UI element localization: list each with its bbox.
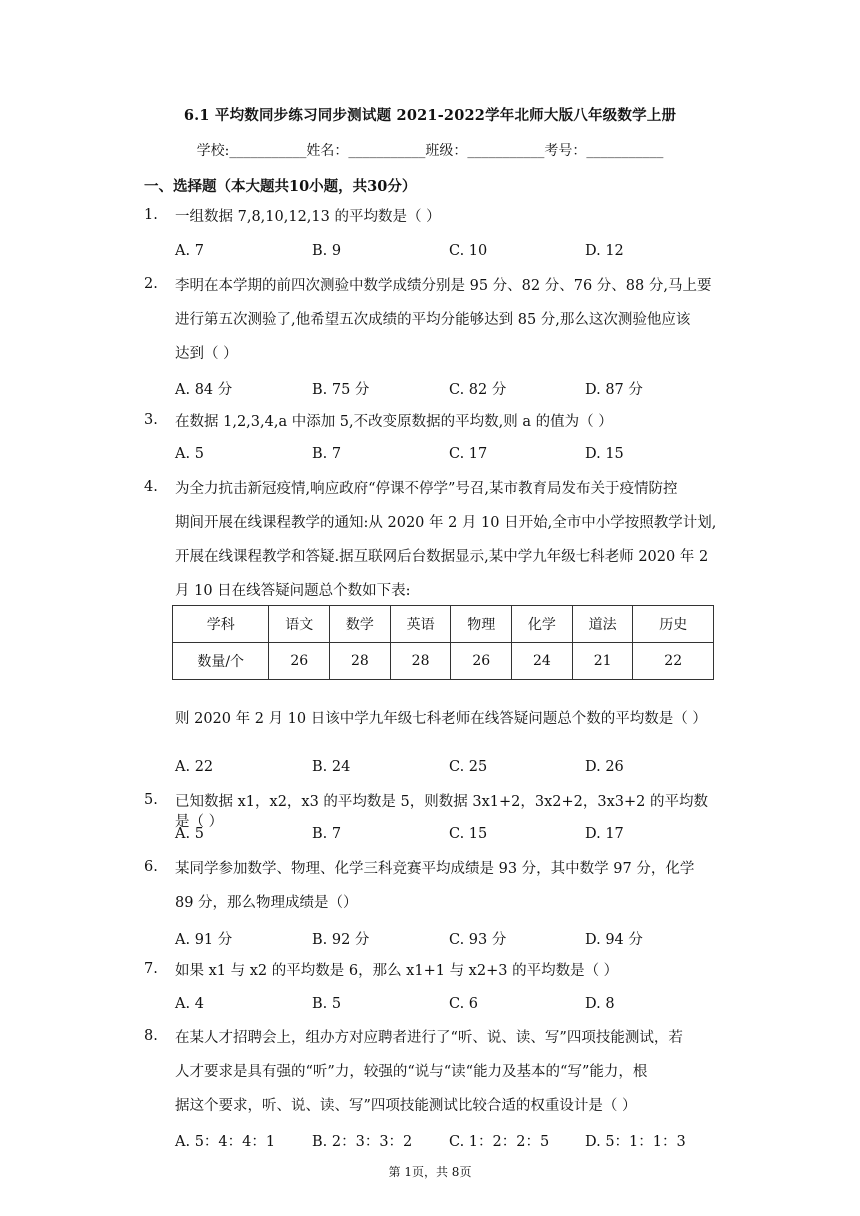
option-c: C. 93 分 <box>449 932 507 948</box>
page-title: 6.1 平均数同步练习同步测试题 2021-2022学年北师大版八年级数学上册 <box>183 107 677 124</box>
option-d: D. 87 分 <box>585 382 643 398</box>
question-7 <box>144 961 719 981</box>
answers-table <box>172 605 714 680</box>
option-d: D. 94 分 <box>585 932 643 948</box>
table-cell: 22 <box>633 643 714 680</box>
page-footer: 第 1页，共 8页 <box>388 1165 472 1179</box>
option-c: C. 10 <box>449 243 488 259</box>
table-cell: 数学 <box>330 606 391 643</box>
table-cell: 物理 <box>451 606 512 643</box>
question-line: 李明在本学期的前四次测验中数学成绩分别是 95 分、82 分、76 分、88 分,马上要 <box>175 278 712 294</box>
option-b: B. 9 <box>312 243 342 259</box>
section-heading: 一、选择题（本大题共10小题，共30分） <box>144 178 417 195</box>
question-number: 5. <box>144 792 158 808</box>
table-cell: 化学 <box>512 606 573 643</box>
question-line: 某同学参加数学、物理、化学三科竞赛平均成绩是 93 分，其中数学 97 分，化学 <box>175 861 695 877</box>
option-c: C. 82 分 <box>449 382 507 398</box>
question-number: 3. <box>144 412 158 428</box>
student-info-line: 学校:___________姓名：___________班级：___________考号：___________ <box>196 143 664 159</box>
option-a: A. 91 分 <box>175 932 233 948</box>
option-b: B. 2：3：3：2 <box>312 1134 413 1150</box>
table-cell: 21 <box>572 643 633 680</box>
table-cell: 语文 <box>269 606 330 643</box>
question-line: 进行第五次测验了,他希望五次成绩的平均分能够达到 85 分,那么这次测验他应该 <box>175 312 691 328</box>
option-c: C. 25 <box>449 759 488 775</box>
question-number: 2. <box>144 276 158 292</box>
question-line: 在某人才招聘会上，组办方对应聘者进行了“听、说、读、写”四项技能测试，若 <box>175 1030 683 1046</box>
question-number: 8. <box>144 1028 158 1044</box>
question-line: 月 10 日在线答疑问题总个数如下表: <box>175 583 411 599</box>
question-line: 期间开展在线课程教学的通知:从 2020 年 2 月 10 日开始,全市中小学按照教学计划, <box>175 515 717 531</box>
option-a: A. 7 <box>175 243 204 259</box>
question-number: 4. <box>144 479 158 495</box>
question-line: 开展在线课程教学和答疑.据互联网后台数据显示,某中学九年级七科老师 2020 年 2 <box>175 549 709 565</box>
question-4-prompt: 则 2020 年 2 月 10 日该中学九年级七科老师在线答疑问题总个数的平均数是（ ） <box>175 711 707 727</box>
table-cell: 28 <box>330 643 391 680</box>
question-6 <box>144 852 719 920</box>
question-8 <box>144 1021 719 1123</box>
question-line: 89 分，那么物理成绩是（） <box>175 895 358 911</box>
table-row <box>173 643 714 680</box>
question-4-options <box>175 759 735 781</box>
table-cell: 24 <box>512 643 573 680</box>
option-b: B. 24 <box>312 759 351 775</box>
option-b: B. 5 <box>312 996 342 1012</box>
question-line: 达到（ ） <box>175 346 238 362</box>
question-3-options <box>175 446 735 468</box>
option-a: A. 22 <box>175 759 214 775</box>
table-cell: 26 <box>451 643 512 680</box>
option-b: B. 92 分 <box>312 932 370 948</box>
option-b: B. 75 分 <box>312 382 370 398</box>
question-text: 如果 x1 与 x2 的平均数是 6，那么 x1+1 与 x2+3 的平均数是（ ） <box>175 963 619 979</box>
question-number: 7. <box>144 961 158 977</box>
option-c: C. 17 <box>449 446 488 462</box>
option-a: A. 4 <box>175 996 204 1012</box>
table-cell: 英语 <box>390 606 451 643</box>
question-7-options <box>175 996 735 1018</box>
option-a: A. 84 分 <box>175 382 233 398</box>
question-text: 已知数据 x1，x2，x3 的平均数是 5，则数据 3x1+2，3x2+2，3x3+2 的平均数是（ ） <box>175 794 708 830</box>
question-text <box>175 1021 719 1123</box>
question-text <box>175 269 719 371</box>
question-text: 在数据 1,2,3,4,a 中添加 5,不改变原数据的平均数,则 a 的值为（ ） <box>175 414 613 430</box>
table-header-row <box>173 606 714 643</box>
question-1-options <box>175 243 735 265</box>
option-d: D. 12 <box>585 243 624 259</box>
question-2 <box>144 269 719 371</box>
question-number: 6. <box>144 859 158 875</box>
question-line: 为全力抗击新冠疫情,响应政府“停课不停学”号召,某市教育局发布关于疫情防控 <box>175 481 678 497</box>
table-cell: 28 <box>390 643 451 680</box>
question-text: 一组数据 7,8,10,12,13 的平均数是（ ） <box>175 209 441 225</box>
option-d: D. 17 <box>585 826 624 842</box>
option-c: C. 15 <box>449 826 488 842</box>
question-text <box>175 472 719 608</box>
table-cell: 学科 <box>173 606 269 643</box>
question-6-options <box>175 928 735 950</box>
option-d: D. 5：1：1：3 <box>585 1134 686 1150</box>
option-a: A. 5 <box>175 446 204 462</box>
option-d: D. 8 <box>585 996 615 1012</box>
option-c: C. 1：2：2：5 <box>449 1134 550 1150</box>
option-a: A. 5：4：4：1 <box>175 1134 276 1150</box>
option-d: D. 15 <box>585 446 624 462</box>
option-a: A. 5 <box>175 826 204 842</box>
question-2-options <box>175 378 735 400</box>
question-line: 据这个要求，听、说、读、写”四项技能测试比较合适的权重设计是（ ） <box>175 1098 637 1114</box>
question-5-options <box>175 826 735 848</box>
question-line: 人才要求是具有强的“听”力，较强的“说与“读“能力及基本的“写”能力，根 <box>175 1064 648 1080</box>
question-number: 1. <box>144 207 158 223</box>
question-1 <box>144 207 719 227</box>
question-3 <box>144 412 719 432</box>
option-b: B. 7 <box>312 826 342 842</box>
option-d: D. 26 <box>585 759 624 775</box>
table-cell: 历史 <box>633 606 714 643</box>
table-cell: 26 <box>269 643 330 680</box>
option-c: C. 6 <box>449 996 479 1012</box>
option-b: B. 7 <box>312 446 342 462</box>
question-4 <box>144 472 719 608</box>
question-text <box>175 852 719 920</box>
table-cell: 数量/个 <box>173 643 269 680</box>
table-cell: 道法 <box>572 606 633 643</box>
question-8-options <box>175 1130 735 1152</box>
